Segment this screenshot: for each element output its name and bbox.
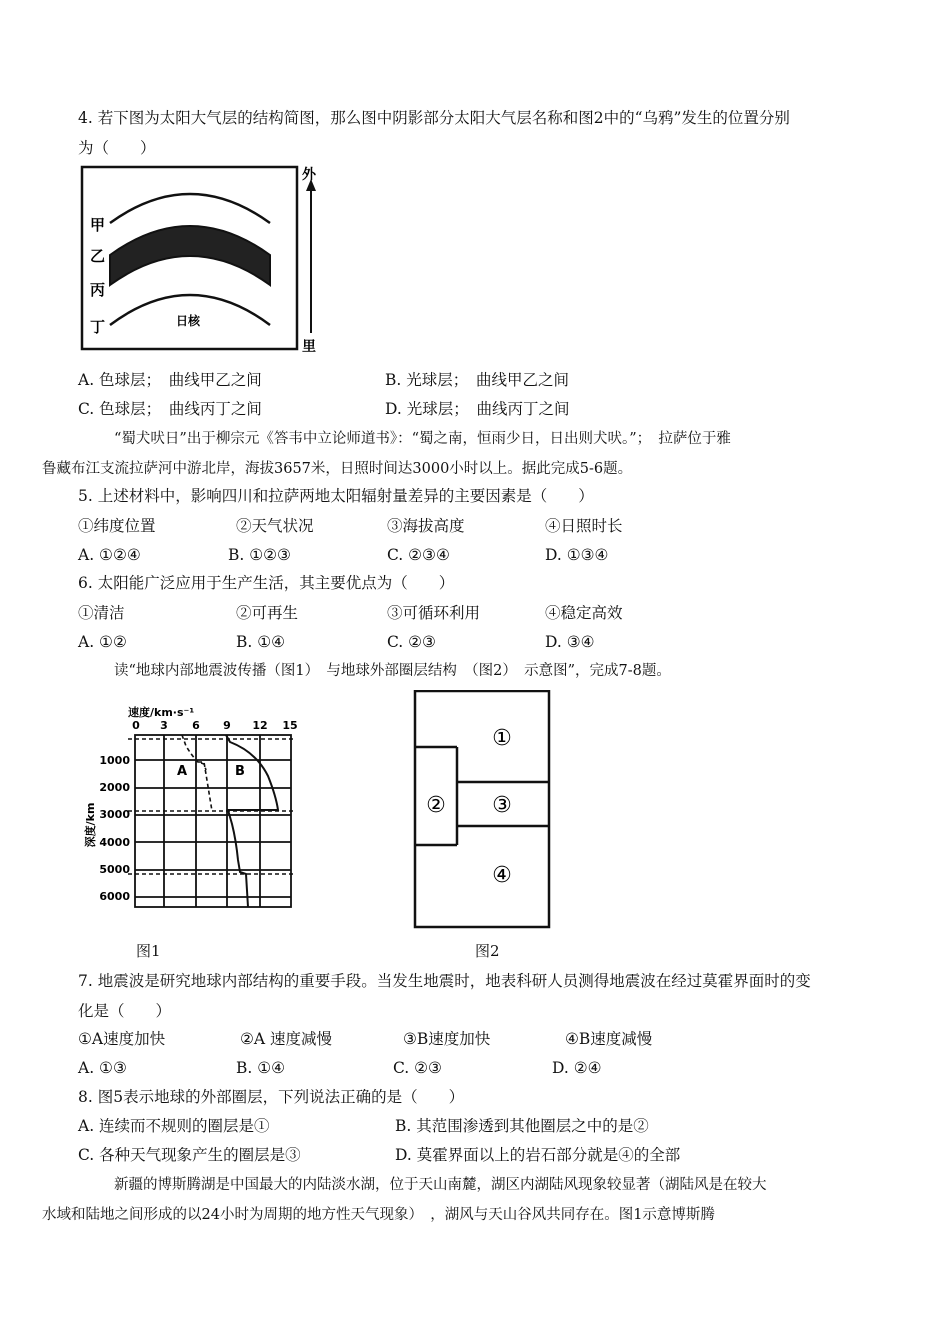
material-5-6 [42, 424, 878, 484]
x-ticks [132, 719, 297, 732]
y-ticks [99, 754, 130, 903]
q5-option-c: C. ②③④ [387, 546, 450, 564]
label-bing: 丙 [90, 281, 106, 299]
shaded-layer [110, 226, 270, 285]
fig1-caption: 图1 [136, 942, 161, 960]
q7-item-3: ③B速度加快 [403, 1030, 491, 1048]
sphere-label-1: ① [492, 726, 512, 751]
q7-option-a: A. ①③ [78, 1059, 127, 1077]
q7-item-4: ④B速度减慢 [565, 1030, 653, 1048]
q6-stem: 6. 太阳能广泛应用于生产生活，其主要优点为（ ） [78, 574, 455, 592]
grid [135, 735, 291, 907]
q7-stem-line2: 化是（ ） [78, 1002, 172, 1020]
seismic-wave-chart [80, 700, 305, 915]
y-tick-3000: 3000 [99, 808, 130, 821]
material-5-6-line1: “蜀犬吠日”出于柳宗元《答韦中立论师道书》：“蜀之南，恒雨少日，日出则犬吠。”； 拉萨位于雅 [114, 431, 731, 447]
label-core: 日核 [176, 314, 201, 328]
q6-item-2: ②可再生 [236, 604, 299, 622]
q4-option-c: C. 色球层； 曲线丙丁之间 [78, 400, 262, 418]
q6-option-a: A. ①② [78, 633, 127, 651]
material-5-6-line2: 鲁藏布江支流拉萨河中游北岸，海拔3657米，日照时间达3000小时以上。据此完成5-6题。 [42, 461, 633, 477]
q8-option-a: A. 连续而不规则的圈层是① [78, 1117, 270, 1135]
q8-option-b: B. 其范围渗透到其他圈层之中的是② [395, 1117, 649, 1135]
q5-item-1: ①纬度位置 [78, 517, 156, 535]
y-tick-2000: 2000 [99, 781, 130, 794]
q6-option-c: C. ②③ [387, 633, 436, 651]
sun-atmosphere-diagram [80, 165, 325, 355]
q5-stem: 5. 上述材料中，影响四川和拉萨两地太阳辐射量差异的主要因素是（ ） [78, 487, 594, 505]
q7-option-c: C. ②③ [393, 1059, 442, 1077]
fig2-caption: 图2 [475, 942, 500, 960]
sphere-label-4: ④ [492, 863, 512, 888]
curve-jia [110, 194, 270, 223]
x-tick-12: 12 [252, 719, 268, 732]
outer-spheres-diagram [412, 690, 552, 930]
q6-option-d: D. ③④ [545, 633, 595, 651]
label-jia: 甲 [90, 216, 106, 234]
q7-stem-line1: 7. 地震波是研究地球内部结构的重要手段。当发生地震时，地表科研人员测得地震波在经过莫霍界面时的变 [78, 972, 811, 990]
label-outer: 外 [302, 167, 316, 183]
material-last-line2: 水域和陆地之间形成的以24小时为周期的地方性天气现象） ，湖风与天山谷风共同存在。图1示意博斯腾 [42, 1207, 715, 1223]
q7-option-d: D. ②④ [552, 1059, 602, 1077]
q4-option-b: B. 光球层； 曲线甲乙之间 [385, 371, 569, 389]
label-inner: 里 [302, 339, 316, 355]
wave-a-label: A [177, 764, 188, 779]
q5-option-b: B. ①②③ [228, 546, 291, 564]
q4-stem-line1: 4. 若下图为太阳大气层的结构简图，那么图中阴影部分太阳大气层名称和图2中的“乌鸦”发生的位置分别 [78, 109, 790, 127]
q7-option-b: B. ①④ [236, 1059, 286, 1077]
x-tick-15: 15 [282, 719, 298, 732]
q7-item-2: ②A 速度减慢 [240, 1030, 333, 1048]
material-last-line1: 新疆的博斯腾湖是中国最大的内陆淡水湖，位于天山南麓，湖区内湖陆风现象较显著（湖陆风是在较大 [114, 1177, 767, 1193]
material-7-8: 读“地球内部地震波传播（图1） 与地球外部圈层结构 （图2） 示意图”，完成7-8题。 [114, 663, 671, 679]
q5-option-a: A. ①②④ [78, 546, 141, 564]
q6-item-4: ④稳定高效 [545, 604, 623, 622]
x-tick-9: 9 [223, 719, 231, 732]
label-ding: 丁 [90, 318, 106, 336]
y-tick-1000: 1000 [99, 754, 130, 767]
sphere-label-3: ③ [492, 793, 512, 818]
q4-option-d: D. 光球层； 曲线丙丁之间 [385, 400, 570, 418]
q7-item-1: ①A速度加快 [78, 1030, 166, 1048]
x-tick-0: 0 [132, 719, 140, 732]
q4-stem-line2: 为（ ） [78, 139, 156, 157]
q5-item-2: ②天气状况 [236, 517, 314, 535]
q5-option-d: D. ①③④ [545, 546, 609, 564]
q5-item-4: ④日照时长 [545, 517, 623, 535]
q8-option-c: C. 各种天气现象产生的圈层是③ [78, 1146, 301, 1164]
y-tick-4000: 4000 [99, 836, 130, 849]
y-tick-5000: 5000 [99, 863, 130, 876]
x-tick-6: 6 [192, 719, 200, 732]
fig1-title: 速度/km·s⁻¹ [128, 706, 195, 719]
label-yi: 乙 [90, 247, 106, 265]
q8-stem: 8. 图5表示地球的外部圈层，下列说法正确的是（ ） [78, 1088, 465, 1106]
x-tick-3: 3 [160, 719, 168, 732]
wave-b-label: B [235, 764, 245, 779]
sphere-label-2: ② [426, 793, 446, 818]
q5-item-3: ③海拔高度 [387, 517, 465, 535]
q6-item-1: ①清洁 [78, 604, 125, 622]
q4-option-a: A. 色球层； 曲线甲乙之间 [78, 371, 262, 389]
q6-item-3: ③可循环利用 [387, 604, 481, 622]
q8-option-d: D. 莫霍界面以上的岩石部分就是④的全部 [395, 1146, 681, 1164]
material-last [42, 1170, 878, 1230]
y-axis-label: 深度/km [84, 802, 97, 848]
q6-option-b: B. ①④ [236, 633, 286, 651]
y-tick-6000: 6000 [99, 890, 130, 903]
